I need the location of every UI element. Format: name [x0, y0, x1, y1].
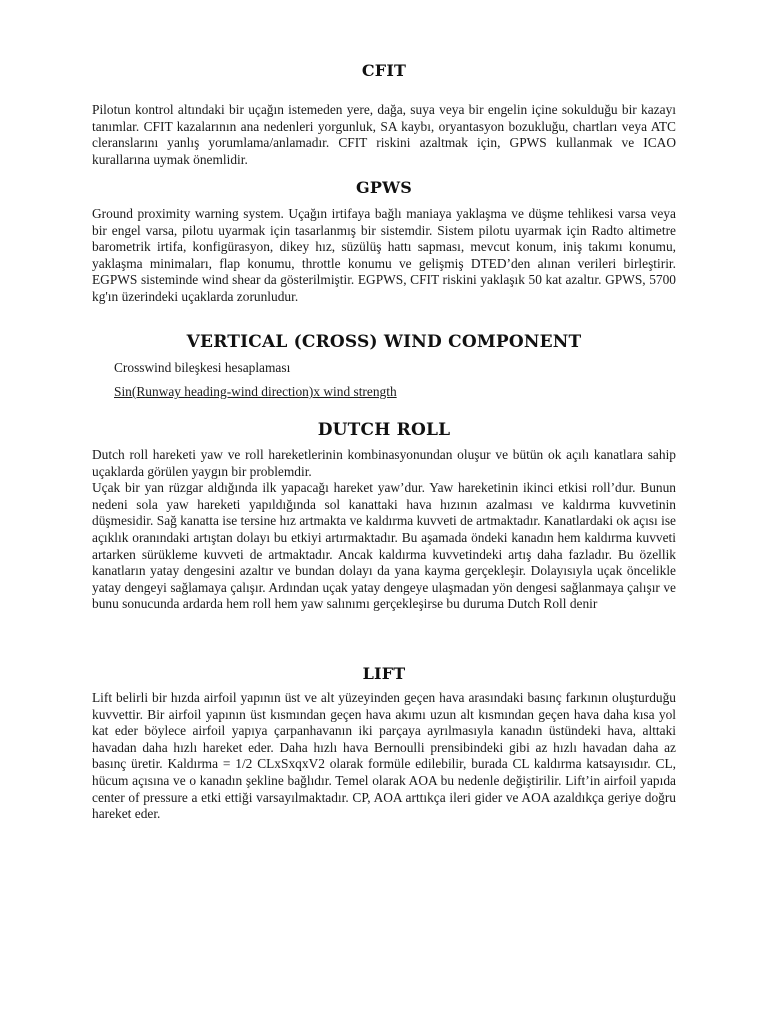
section-title-gpws: GPWS	[355, 178, 413, 197]
crosswind-calculation-label: Crosswind bileşkesi hesaplaması	[114, 360, 291, 375]
section-body-lift: Lift belirli bir hızda airfoil yapının üst ve alt yüzeyinden geçen hava arasındaki basınç farkının oluşturduğu kuvvettir. Bir airfoil yapının üst kısmından geçen hava akımı uzun alt kısmından geçen hava daha kısa yol kat eder böylece airfoil yapıya çarpanhavanın iki parçaya ayrılmasıyla kanadın üstündeki hava, alttaki havadan daha hızlı hareket eder. Daha hızlı hava Bernoulli prensibindeki gibi az hızlı havadan daha az basınç üretir. Kaldırma = 1/2 CLxSxqxV2 olarak formüle edilebilir, burada CL kaldırma katsayısıdır. CL, hücum açısına ve o kanadın şekline bağlıdır. Temel olarak AOA bu nedenle değiştirilir. Lift’in airfoil yapıda center of pressure a etki ettiği varsayılmaktadır. CP, AOA arttıkça ileri gider ve AOA azaldıkça geriye doğru hareket eder.	[92, 690, 676, 822]
section-body-cfit: Pilotun kontrol altındaki bir uçağın istemeden yere, dağa, suya veya bir engelin içine sokulduğu bir kazayı tanımlar. CFIT kazalarının ana nedenleri yorgunluk, SA kaybı, oryantasyon bozukluğu, chartları veya ATC cleranslarını yanlış yorumlama/anlamadır. CFIT riskini azaltmak için, GPWS kullanmak ve ICAO kurallarına uymak önemlidir.	[92, 102, 676, 167]
section-title-vertical-wind: VERTICAL (CROSS) WIND COMPONENT	[186, 332, 582, 352]
section-body-dutch-roll: Dutch roll hareketi yaw ve roll hareketlerinin kombinasyonundan oluşur ve bütün ok açılı kanatlara sahip uçaklarda görülen yaygın bir problemdir. Uçak bir yan rüzgar aldığında ilk yapacağı hareket yaw’dur. Yaw hareketinin ikinci etkisi roll’dur. Bunun nedeni sola yaw hareketi yapıldığında sol kanattaki hava hızının azalması ve kaldırma kuvvetinin düşmesidir. Sağ kanatta ise tersine hız artmakta ve kaldırma kuvveti de artmaktadır. Kanatlardaki ok açısı ise açıklık oranındaki artıştan dolayı bu etkiyi artırmaktadır. Bu aşamada öndeki kanadın hem kaldırma kuvveti artarken sürükleme kuvveti de artmaktadır. Ancak kaldırma kuvvetindeki artış daha fazladır. Bu özellik kanatların yatay dengesini azaltır ve bundan dolayı da yana kayma gerçekleşir. Dolayısıyla uçak öncelikle yatay dengeyi sağlamaya çalışır. Ardından uçak yatay dengeye ulaşmadan yön dengesi sağlanmaya çalışır ve bunu sonucunda ardarda hem roll hem yaw salınımı gerçekleşirse bu duruma Dutch Roll denir	[92, 447, 676, 612]
section-body-gpws: Ground proximity warning system. Uçağın irtifaya bağlı maniaya yaklaşma ve düşme tehlikesi varsa veya bir engel varsa, pilotu uyarmak için tasarlanmış bir sistemdir. Sistem pilotu uyarmak için Radto altimetre barometrik irtifa, konfigürasyon, dikey hız, süzülüş hattı sapması, mevcut konum, iniş takımı konumu, yaklaşma minimaları, flap konumu, throttle konumu ve gelişmiş DTED’den alınan verileri birleştirir. EGPWS sisteminde wind shear da gösterilmiştir. EGPWS, CFIT riskini yaklaşık 50 kat azaltır. GPWS, 5700 kg'ın üzerindeki uçaklarda zorunludur.	[92, 206, 676, 304]
section-title-cfit: CFIT	[361, 61, 407, 80]
section-title-lift: LIFT	[362, 664, 406, 683]
crosswind-formula: Sin(Runway heading-wind direction)x wind strength	[114, 384, 397, 399]
section-title-dutch-roll: DUTCH ROLL	[317, 420, 451, 440]
